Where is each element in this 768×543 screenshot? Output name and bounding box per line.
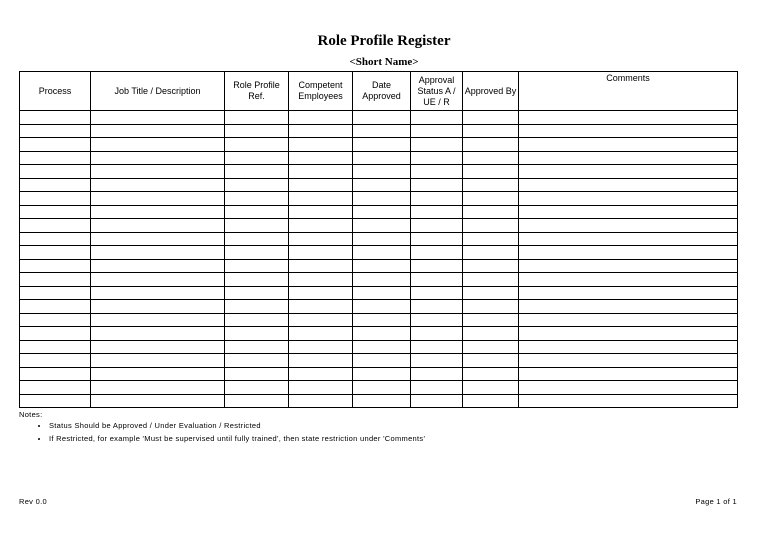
table-cell[interactable] xyxy=(20,124,91,138)
table-cell[interactable] xyxy=(20,151,91,165)
table-cell[interactable] xyxy=(289,192,353,206)
table-cell[interactable] xyxy=(289,232,353,246)
table-cell[interactable] xyxy=(411,381,463,395)
table-cell[interactable] xyxy=(411,354,463,368)
table-cell[interactable] xyxy=(411,219,463,233)
table-cell[interactable] xyxy=(411,327,463,341)
table-cell[interactable] xyxy=(91,367,225,381)
table-cell[interactable] xyxy=(463,340,519,354)
table-cell[interactable] xyxy=(225,340,289,354)
table-cell[interactable] xyxy=(225,111,289,125)
table-cell[interactable] xyxy=(20,367,91,381)
table-cell[interactable] xyxy=(463,394,519,408)
table-cell[interactable] xyxy=(519,246,738,260)
table-cell[interactable] xyxy=(91,151,225,165)
table-cell[interactable] xyxy=(91,111,225,125)
table-cell[interactable] xyxy=(91,381,225,395)
table-cell[interactable] xyxy=(225,259,289,273)
table-cell[interactable] xyxy=(353,300,411,314)
table-row xyxy=(20,192,738,206)
table-cell[interactable] xyxy=(91,313,225,327)
header-process: Process xyxy=(20,72,91,111)
table-cell[interactable] xyxy=(519,354,738,368)
table-cell[interactable] xyxy=(20,219,91,233)
table-cell[interactable] xyxy=(20,340,91,354)
table-cell[interactable] xyxy=(519,165,738,179)
table-cell[interactable] xyxy=(20,178,91,192)
table-cell[interactable] xyxy=(463,367,519,381)
table-cell[interactable] xyxy=(20,259,91,273)
table-cell[interactable] xyxy=(463,300,519,314)
table-cell[interactable] xyxy=(353,340,411,354)
table-cell[interactable] xyxy=(411,259,463,273)
table-cell[interactable] xyxy=(289,381,353,395)
table-cell[interactable] xyxy=(225,205,289,219)
page-subtitle: <Short Name> xyxy=(349,56,419,68)
table-row xyxy=(20,300,738,314)
table-cell[interactable] xyxy=(91,124,225,138)
table-row xyxy=(20,327,738,341)
table-cell[interactable] xyxy=(411,205,463,219)
table-cell[interactable] xyxy=(225,273,289,287)
table-row xyxy=(20,340,738,354)
note-item: • If Restricted, for example 'Must be supervised until fully trained', then state restriction under 'Comments' xyxy=(49,434,425,444)
table-cell[interactable] xyxy=(463,286,519,300)
table-cell[interactable] xyxy=(20,300,91,314)
table-cell[interactable] xyxy=(289,219,353,233)
table-cell[interactable] xyxy=(463,205,519,219)
table-cell[interactable] xyxy=(411,300,463,314)
table-cell[interactable] xyxy=(411,151,463,165)
table-cell[interactable] xyxy=(353,232,411,246)
header-approved-by: Approved By xyxy=(463,72,519,111)
table-cell[interactable] xyxy=(519,367,738,381)
table-cell[interactable] xyxy=(463,313,519,327)
table-cell[interactable] xyxy=(411,138,463,152)
table-cell[interactable] xyxy=(289,340,353,354)
table-cell[interactable] xyxy=(225,246,289,260)
header-row xyxy=(20,72,738,111)
table-cell[interactable] xyxy=(411,192,463,206)
table-cell[interactable] xyxy=(289,354,353,368)
table-row xyxy=(20,381,738,395)
header-date-approved: Date Approved xyxy=(353,72,411,111)
table-cell[interactable] xyxy=(289,165,353,179)
table-cell[interactable] xyxy=(463,246,519,260)
table-row xyxy=(20,313,738,327)
table-cell[interactable] xyxy=(91,232,225,246)
table-cell[interactable] xyxy=(411,340,463,354)
table-cell[interactable] xyxy=(463,165,519,179)
table-cell[interactable] xyxy=(91,286,225,300)
table-row xyxy=(20,124,738,138)
table-cell[interactable] xyxy=(353,246,411,260)
table-cell[interactable] xyxy=(91,327,225,341)
header-competent-employees: Competent Employees xyxy=(289,72,353,111)
table-cell[interactable] xyxy=(225,124,289,138)
table-row xyxy=(20,178,738,192)
header-role-profile-ref: Role Profile Ref. xyxy=(225,72,289,111)
table-cell[interactable] xyxy=(20,313,91,327)
table-cell[interactable] xyxy=(289,259,353,273)
table-cell[interactable] xyxy=(289,313,353,327)
table-row xyxy=(20,286,738,300)
table-cell[interactable] xyxy=(353,394,411,408)
table-cell[interactable] xyxy=(91,165,225,179)
table-cell[interactable] xyxy=(20,165,91,179)
table-cell[interactable] xyxy=(353,219,411,233)
table-cell[interactable] xyxy=(20,381,91,395)
table-cell[interactable] xyxy=(289,124,353,138)
table-cell[interactable] xyxy=(463,178,519,192)
table-cell[interactable] xyxy=(353,354,411,368)
table-cell[interactable] xyxy=(463,111,519,125)
table-cell[interactable] xyxy=(20,354,91,368)
table-cell[interactable] xyxy=(225,300,289,314)
table-cell[interactable] xyxy=(519,394,738,408)
table-cell[interactable] xyxy=(225,138,289,152)
table-cell[interactable] xyxy=(225,394,289,408)
table-cell[interactable] xyxy=(225,151,289,165)
table-cell[interactable] xyxy=(225,367,289,381)
table-cell[interactable] xyxy=(463,232,519,246)
table-cell[interactable] xyxy=(91,394,225,408)
table-cell[interactable] xyxy=(289,151,353,165)
table-cell[interactable] xyxy=(411,165,463,179)
table-cell[interactable] xyxy=(519,340,738,354)
table-cell[interactable] xyxy=(353,327,411,341)
table-cell[interactable] xyxy=(411,178,463,192)
table-cell[interactable] xyxy=(91,138,225,152)
revision-label: Rev 0.0 xyxy=(19,497,47,506)
table-cell[interactable] xyxy=(411,273,463,287)
table-cell[interactable] xyxy=(91,273,225,287)
header-approval-status: Approval Status A / UE / R xyxy=(411,72,463,111)
table-cell[interactable] xyxy=(411,286,463,300)
table-cell[interactable] xyxy=(353,205,411,219)
table-cell[interactable] xyxy=(20,246,91,260)
table-cell[interactable] xyxy=(519,327,738,341)
table-cell[interactable] xyxy=(20,232,91,246)
table-cell[interactable] xyxy=(519,111,738,125)
table-row xyxy=(20,367,738,381)
table-row xyxy=(20,151,738,165)
register-table xyxy=(19,71,738,408)
header-job-title: Job Title / Description xyxy=(91,72,225,111)
table-cell[interactable] xyxy=(289,178,353,192)
table-row xyxy=(20,259,738,273)
table-cell[interactable] xyxy=(463,354,519,368)
page-number: Page 1 of 1 xyxy=(695,497,737,506)
table-cell[interactable] xyxy=(225,165,289,179)
header-comments: Comments xyxy=(519,72,738,111)
table-cell[interactable] xyxy=(463,192,519,206)
table-row xyxy=(20,354,738,368)
table-cell[interactable] xyxy=(353,178,411,192)
table-cell[interactable] xyxy=(289,111,353,125)
table-cell[interactable] xyxy=(289,300,353,314)
note-item: • Status Should be Approved / Under Evaluation / Restricted xyxy=(49,421,425,431)
table-cell[interactable] xyxy=(411,232,463,246)
table-cell[interactable] xyxy=(91,259,225,273)
table-cell[interactable] xyxy=(353,273,411,287)
notes-label: Notes: xyxy=(19,410,43,419)
table-cell[interactable] xyxy=(225,313,289,327)
table-row xyxy=(20,394,738,408)
table-cell[interactable] xyxy=(519,178,738,192)
table-cell[interactable] xyxy=(20,394,91,408)
notes-list xyxy=(19,421,425,444)
table-cell[interactable] xyxy=(353,381,411,395)
table-cell[interactable] xyxy=(20,205,91,219)
table-cell[interactable] xyxy=(91,205,225,219)
table-cell[interactable] xyxy=(519,138,738,152)
table-cell[interactable] xyxy=(519,286,738,300)
table-cell[interactable] xyxy=(353,259,411,273)
table-cell[interactable] xyxy=(519,313,738,327)
table-cell[interactable] xyxy=(519,300,738,314)
table-cell[interactable] xyxy=(411,394,463,408)
table-row xyxy=(20,111,738,125)
table-cell[interactable] xyxy=(411,111,463,125)
table-cell[interactable] xyxy=(411,313,463,327)
table-cell[interactable] xyxy=(20,273,91,287)
table-cell[interactable] xyxy=(20,111,91,125)
table-cell[interactable] xyxy=(463,124,519,138)
table-cell[interactable] xyxy=(225,178,289,192)
table-cell[interactable] xyxy=(411,124,463,138)
table-cell[interactable] xyxy=(463,138,519,152)
table-cell[interactable] xyxy=(463,219,519,233)
table-cell[interactable] xyxy=(353,138,411,152)
table-cell[interactable] xyxy=(225,219,289,233)
table-cell[interactable] xyxy=(353,151,411,165)
page-title: Role Profile Register xyxy=(317,33,451,49)
table-cell[interactable] xyxy=(411,367,463,381)
table-cell[interactable] xyxy=(91,340,225,354)
table-cell[interactable] xyxy=(519,205,738,219)
table-cell[interactable] xyxy=(289,205,353,219)
table-cell[interactable] xyxy=(353,367,411,381)
table-cell[interactable] xyxy=(289,367,353,381)
table-cell[interactable] xyxy=(353,165,411,179)
table-cell[interactable] xyxy=(463,381,519,395)
table-cell[interactable] xyxy=(289,327,353,341)
table-cell[interactable] xyxy=(20,286,91,300)
table-cell[interactable] xyxy=(519,219,738,233)
table-cell[interactable] xyxy=(20,138,91,152)
table-cell[interactable] xyxy=(519,259,738,273)
table-row xyxy=(20,246,738,260)
table-cell[interactable] xyxy=(225,327,289,341)
table-row xyxy=(20,205,738,219)
table-cell[interactable] xyxy=(463,151,519,165)
table-cell[interactable] xyxy=(519,192,738,206)
table-row xyxy=(20,273,738,287)
table-cell[interactable] xyxy=(225,381,289,395)
register-body xyxy=(20,111,738,408)
table-row xyxy=(20,219,738,233)
table-row xyxy=(20,165,738,179)
table-cell[interactable] xyxy=(289,273,353,287)
table-cell[interactable] xyxy=(353,111,411,125)
table-cell[interactable] xyxy=(463,273,519,287)
table-cell[interactable] xyxy=(519,151,738,165)
table-cell[interactable] xyxy=(353,124,411,138)
table-cell[interactable] xyxy=(91,354,225,368)
table-cell[interactable] xyxy=(519,124,738,138)
table-cell[interactable] xyxy=(225,286,289,300)
table-cell[interactable] xyxy=(91,246,225,260)
table-cell[interactable] xyxy=(225,232,289,246)
table-cell[interactable] xyxy=(225,354,289,368)
table-cell[interactable] xyxy=(519,381,738,395)
table-cell[interactable] xyxy=(463,259,519,273)
table-cell[interactable] xyxy=(519,232,738,246)
table-cell[interactable] xyxy=(289,286,353,300)
table-cell[interactable] xyxy=(91,192,225,206)
notes-section xyxy=(19,410,425,447)
table-cell[interactable] xyxy=(20,192,91,206)
table-cell[interactable] xyxy=(289,394,353,408)
table-row xyxy=(20,138,738,152)
table-cell[interactable] xyxy=(91,178,225,192)
table-cell[interactable] xyxy=(463,327,519,341)
table-cell[interactable] xyxy=(91,300,225,314)
table-cell[interactable] xyxy=(91,219,225,233)
table-cell[interactable] xyxy=(519,273,738,287)
table-cell[interactable] xyxy=(353,313,411,327)
table-cell[interactable] xyxy=(20,327,91,341)
table-cell[interactable] xyxy=(289,138,353,152)
table-cell[interactable] xyxy=(353,286,411,300)
table-row xyxy=(20,232,738,246)
table-cell[interactable] xyxy=(225,192,289,206)
table-cell[interactable] xyxy=(289,246,353,260)
table-cell[interactable] xyxy=(353,192,411,206)
table-cell[interactable] xyxy=(411,246,463,260)
